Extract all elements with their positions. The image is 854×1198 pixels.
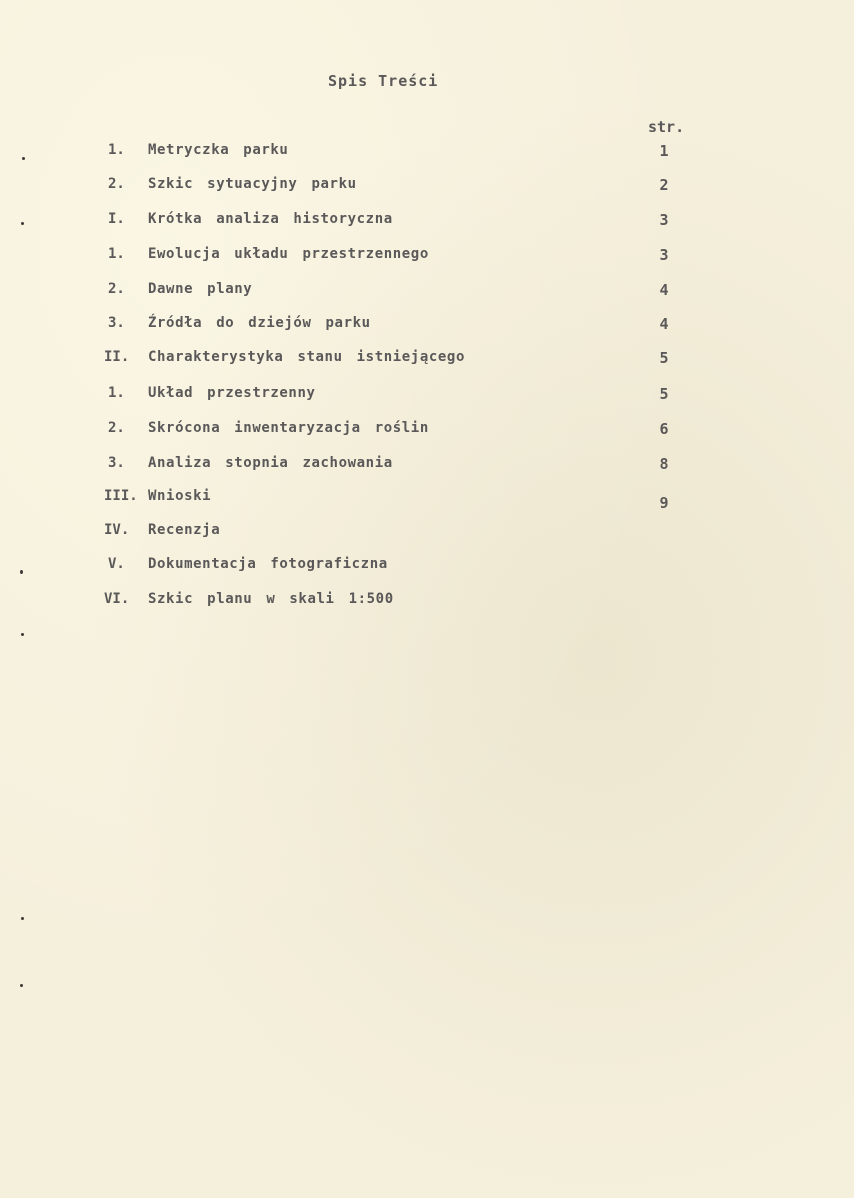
- toc-entry: [0, 349, 854, 373]
- toc-entry: [0, 556, 854, 580]
- toc-entry-page: 5: [659, 349, 669, 367]
- toc-entry-number: V.: [108, 556, 125, 572]
- toc-entry-number: 1.: [108, 246, 125, 262]
- toc-entry-number: I.: [108, 211, 125, 227]
- toc-entry-label: Skrócona inwentaryzacja roślin: [148, 420, 429, 436]
- toc-entry-label: Recenzja: [148, 522, 221, 538]
- toc-entry-label: Wnioski: [148, 488, 212, 504]
- toc-entry: [0, 522, 854, 546]
- toc-entry-page: 4: [659, 315, 669, 333]
- toc-entry-page: 4: [659, 281, 669, 299]
- toc-entry-page: 1: [659, 142, 669, 160]
- toc-entry-number: 1.: [108, 142, 125, 158]
- toc-entry: [0, 488, 854, 512]
- toc-entry-number: III.: [104, 488, 138, 504]
- toc-entry: [0, 142, 854, 166]
- toc-entry-label: Analiza stopnia zachowania: [148, 455, 393, 471]
- toc-entry-page: 3: [659, 246, 669, 264]
- toc-entry-page: 6: [659, 420, 669, 438]
- toc-entry: [0, 281, 854, 305]
- toc-entry: [0, 420, 854, 444]
- scan-speck: [21, 917, 24, 920]
- toc-entry: [0, 591, 854, 615]
- toc-entry: [0, 176, 854, 200]
- toc-entry-label: Szkic sytuacyjny parku: [148, 176, 357, 192]
- toc-entry-page: 5: [659, 385, 669, 403]
- toc-entry-label: Układ przestrzenny: [148, 385, 316, 401]
- scan-speck: [22, 157, 25, 160]
- scan-speck: [21, 222, 24, 225]
- toc-entry: [0, 455, 854, 479]
- toc-entry-number: 2.: [108, 420, 125, 436]
- toc-entry: [0, 246, 854, 270]
- toc-entry: [0, 385, 854, 409]
- toc-entry-number: 2.: [108, 281, 125, 297]
- scan-speck: [20, 570, 23, 574]
- toc-entry-label: Źródła do dziejów parku: [148, 315, 371, 331]
- toc-entry-page: 8: [659, 455, 669, 473]
- toc-entry-label: Szkic planu w skali 1:500: [148, 591, 394, 607]
- scan-speck: [21, 633, 24, 636]
- toc-entry-number: 1.: [108, 385, 125, 401]
- toc-entry-number: 2.: [108, 176, 125, 192]
- toc-entry-number: IV.: [104, 522, 130, 538]
- toc-entry-label: Dokumentacja fotograficzna: [148, 556, 388, 572]
- toc-entry-page: 3: [659, 211, 669, 229]
- toc-entry-label: Dawne plany: [148, 281, 253, 297]
- toc-entry-number: II.: [104, 349, 130, 365]
- toc-entry-label: Ewolucja układu przestrzennego: [148, 246, 429, 262]
- page-column-label: str.: [648, 118, 685, 136]
- toc-entry-number: 3.: [108, 455, 125, 471]
- toc-entry: [0, 315, 854, 339]
- page-title: Spis Treści: [328, 72, 439, 90]
- scan-speck: [20, 984, 23, 987]
- toc-entry-number: 3.: [108, 315, 125, 331]
- toc-entry-page: 9: [659, 494, 669, 512]
- toc-entry-label: Metryczka parku: [148, 142, 289, 158]
- toc-entry-label: Charakterystyka stanu istniejącego: [148, 349, 465, 365]
- toc-entry-number: VI.: [104, 591, 130, 607]
- toc-entry-label: Krótka analiza historyczna: [148, 211, 393, 227]
- toc-entry-page: 2: [659, 176, 669, 194]
- toc-entry: [0, 211, 854, 235]
